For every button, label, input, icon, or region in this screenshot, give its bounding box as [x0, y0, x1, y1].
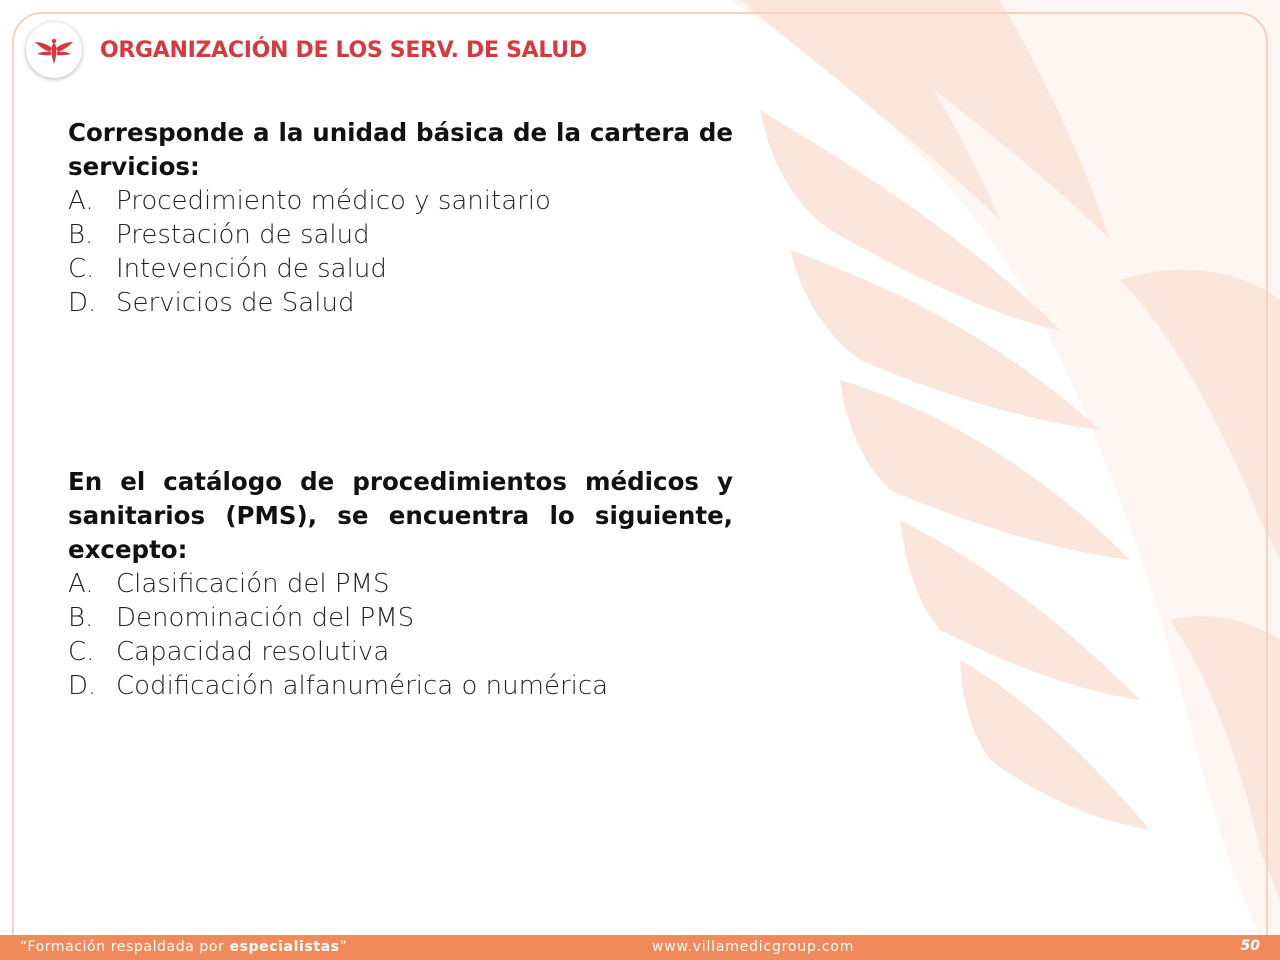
slogan-close: ”	[339, 939, 348, 955]
option-text: Capacidad resolutiva	[116, 637, 390, 667]
option-text: Prestación de salud	[116, 220, 370, 250]
option-letter: D.	[68, 671, 97, 701]
option-text: Servicios de Salud	[116, 288, 355, 318]
question-stem: En el catálogo de procedimientos médicos y sanitarios (PMS), se encuentra lo siguiente, excepto:	[68, 467, 733, 564]
page-number: 50	[1240, 938, 1260, 954]
option-d	[68, 286, 733, 320]
slogan-bold: especialistas	[229, 939, 340, 955]
option-letter: C.	[68, 637, 95, 667]
option-text: Procedimiento médico y sanitario	[116, 186, 551, 216]
option-b	[68, 601, 733, 635]
option-c	[68, 252, 733, 286]
option-text: Codificación alfanumérica o numérica	[116, 671, 609, 701]
option-a	[68, 567, 733, 601]
logo	[26, 22, 82, 78]
slogan-open: “Formación respaldada por	[20, 939, 230, 955]
footer-bar	[0, 935, 1280, 960]
option-letter: D.	[68, 288, 97, 318]
option-d	[68, 669, 733, 703]
option-letter: A.	[68, 569, 94, 599]
question-1	[68, 116, 733, 320]
option-c	[68, 635, 733, 669]
footer-slogan	[20, 939, 347, 955]
option-text: Intevención de salud	[116, 254, 387, 284]
option-b	[68, 218, 733, 252]
phoenix-icon	[35, 34, 73, 66]
slide-header	[26, 22, 587, 78]
question-stem: Corresponde a la unidad básica de la cartera de servicios:	[68, 118, 733, 181]
answer-options	[68, 567, 733, 703]
option-a	[68, 184, 733, 218]
question-2	[68, 465, 733, 703]
option-letter: A.	[68, 186, 94, 216]
answer-options	[68, 184, 733, 320]
option-text: Denominación del PMS	[116, 603, 415, 633]
phoenix-watermark-icon	[700, 0, 1280, 935]
option-letter: B.	[68, 603, 94, 633]
option-letter: B.	[68, 220, 94, 250]
option-letter: C.	[68, 254, 95, 284]
page-title: ORGANIZACIÓN DE LOS SERV. DE SALUD	[100, 37, 587, 63]
option-text: Clasificación del PMS	[116, 569, 390, 599]
footer-url: www.villamedicgroup.com	[652, 939, 855, 955]
